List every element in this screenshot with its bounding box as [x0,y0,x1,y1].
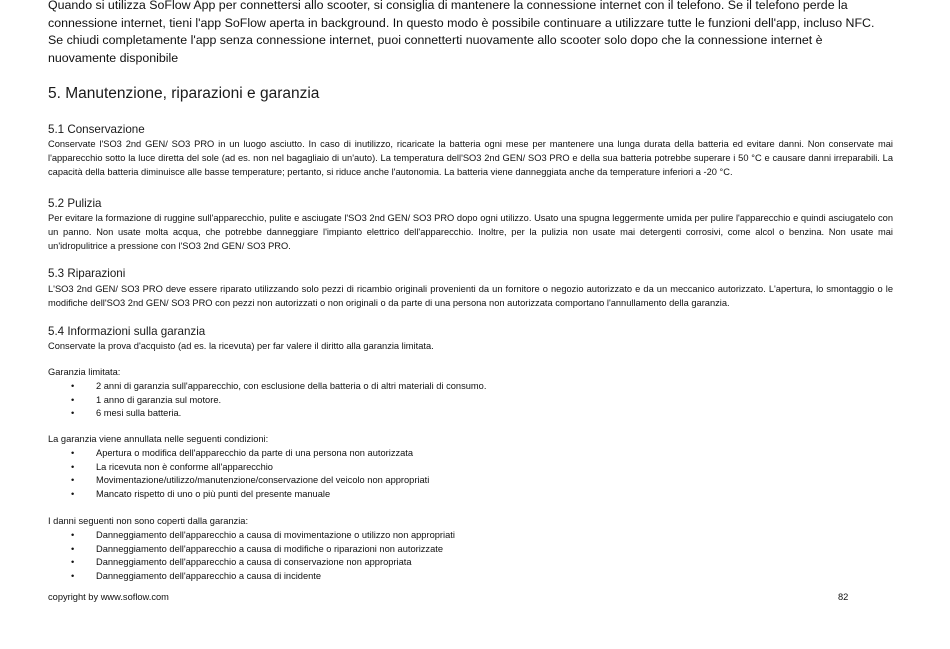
paragraph-riparazioni: L'SO3 2nd GEN/ SO3 PRO deve essere riparato utilizzando solo pezzi di ricambio originali provenienti da un fornitore o negozio autorizzato e da un meccanico autorizzato. L'apertura, lo smontaggio o le modifiche dell'SO3 2nd GEN/ SO3 PRO con pezzi non autorizzati o non originali o da parte di una persona non autorizzata comportano l'annullamento della garanzia. [48,284,893,309]
footer-copyright: copyright by www.soflow.com [48,592,169,602]
list-item: • Danneggiamento dell'apparecchio a causa di modifiche o riparazioni non autorizzate [48,543,455,557]
bullet-icon: • [71,557,75,568]
paragraph-garanzia: Conservate la prova d'acquisto (ad es. la ricevuta) per far valere il diritto alla garanzia limitata. [48,341,434,351]
list-item: • La ricevuta non è conforme all'apparecchio [48,461,429,475]
intro-paragraph: Quando si utilizza SoFlow App per connettersi allo scooter, si consiglia di mantenere la connessione internet con il telefono. Se il telefono perde la connessione internet, tieni l'app SoFlow aperta in background. In questo modo è possibile continuare a utilizzare tutte le funzioni dell'app, incluso NFC. Se chiudi completamente l'app senza connessione internet, puoi connetterti nuovamente allo scooter solo dopo che la connessione internet è nuovamente disponibile [48,0,875,65]
list-item: • Mancato rispetto di uno o più punti del presente manuale [48,488,429,502]
list-item: • 1 anno di garanzia sul motore. [48,394,486,408]
bullet-icon: • [71,448,75,458]
list-item: • Movimentazione/utilizzo/manutenzione/conservazione del veicolo non appropriati [48,474,429,488]
list-item: • 6 mesi sulla batteria. [48,407,486,421]
section-title: 5. Manutenzione, riparazioni e garanzia [48,85,320,102]
bullet-icon: • [71,543,75,554]
bullet-icon: • [71,394,75,405]
bullet-icon: • [71,530,75,540]
excluded-damages-list [48,529,455,583]
heading-riparazioni: 5.3 Riparazioni [48,267,126,280]
page-number: 82 [838,592,849,602]
heading-pulizia: 5.2 Pulizia [48,197,102,210]
bullet-icon: • [71,408,75,419]
heading-garanzia: 5.4 Informazioni sulla garanzia [48,325,206,338]
bullet-icon: • [71,381,75,391]
bullet-icon: • [71,570,75,581]
bullet-icon: • [71,461,75,472]
list-item: • Danneggiamento dell'apparecchio a causa di movimentazione o utilizzo non appropriati [48,529,455,543]
void-conditions-label: La garanzia viene annullata nelle seguenti condizioni: [48,434,269,444]
limited-warranty-list [48,380,486,421]
void-conditions-list [48,447,429,501]
bullet-icon: • [71,475,75,486]
bullet-icon: • [71,488,75,499]
paragraph-conservazione: Conservate l'SO3 2nd GEN/ SO3 PRO in un luogo asciutto. In caso di inutilizzo, ricaricate la batteria ogni mese per mantenere una lunga durata della batteria ed evitare danni. Non conservate mai l'apparecchio sotto la luce diretta del sole (ad es. non nel bagagliaio di un'auto). La temperatura dell'SO3 2nd GEN/ SO3 PRO e della sua batteria potrebbe superare i 50 °C e causare danni irreparabili. La capacità della batteria diminuisce alle basse temperature; pertanto, si riduce anche l'autonomia. La batteria viene danneggiata anche da temperature inferiori a -20 °C. [48,139,893,178]
list-item: • 2 anni di garanzia sull'apparecchio, con esclusione della batteria o di altri materiali di consumo. [48,380,486,394]
limited-warranty-label: Garanzia limitata: [48,367,121,377]
list-item: • Apertura o modifica dell'apparecchio da parte di una persona non autorizzata [48,447,429,461]
paragraph-pulizia: Per evitare la formazione di ruggine sull'apparecchio, pulite e asciugate l'SO3 2nd GEN/ SO3 PRO dopo ogni utilizzo. Usato una spugna leggermente umida per pulire l'apparecchio e quindi asciugatelo con un panno. Non usate molta acqua, che potrebbe danneggiare l'impianto elettrico dell'apparecchio. Inoltre, per la pulizia non usate mai detergenti corrosivi, come alcol o benzina. Non usate mai un'idropulitrice a pressione con l'SO3 2nd GEN/ SO3 PRO. [48,213,893,252]
heading-conservazione: 5.1 Conservazione [48,123,145,136]
excluded-damages-label: I danni seguenti non sono coperti dalla garanzia: [48,516,249,526]
list-item: • Danneggiamento dell'apparecchio a causa di conservazione non appropriata [48,556,455,570]
list-item: • Danneggiamento dell'apparecchio a causa di incidente [48,570,455,584]
